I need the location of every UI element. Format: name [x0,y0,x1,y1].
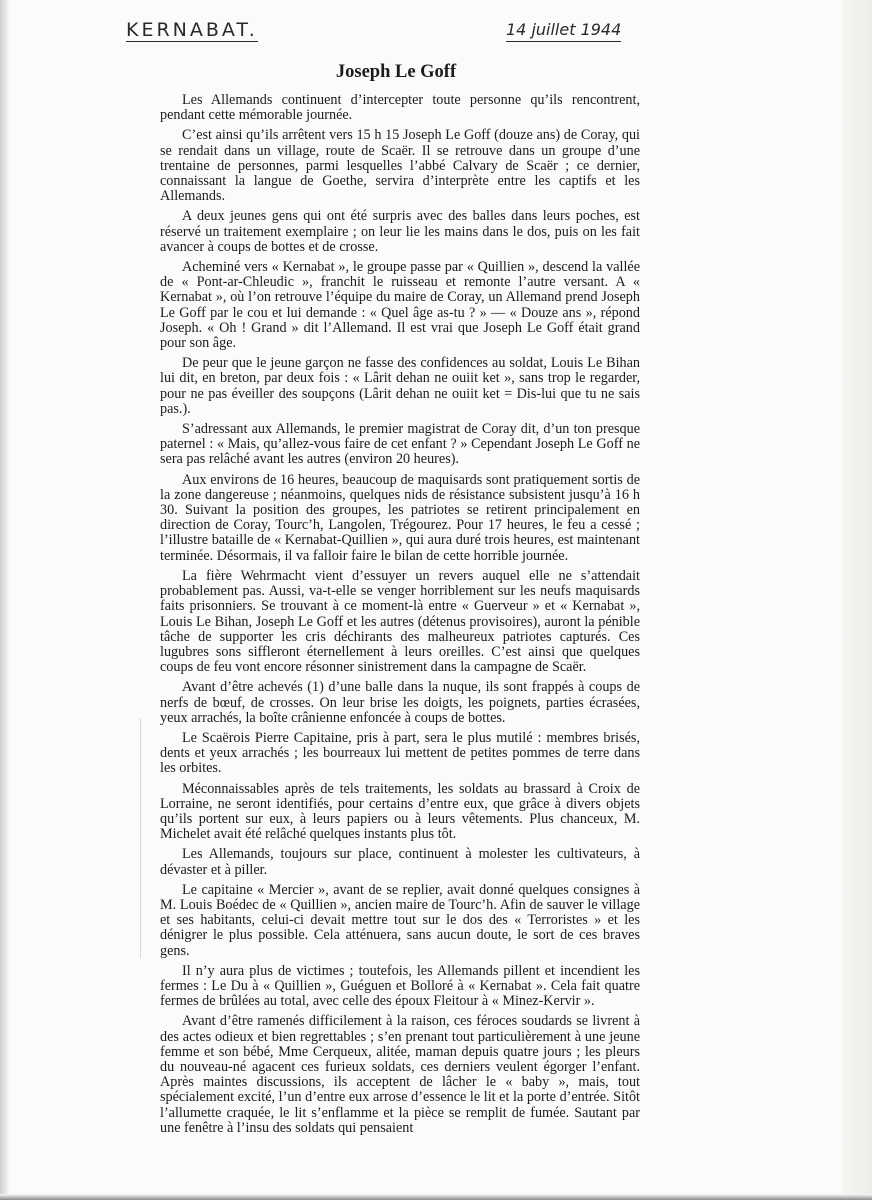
paragraph: Acheminé vers « Kernabat », le groupe passe par « Quillien », descend la vallée de « Pont-ar-Chleudic », franchit le ruisseau et remonte l’autre versant. A « Kernabat », où l’on retrouve l’équipe du maire de Coray, un Allemand prend Joseph Le Goff par le cou et lui demande : « Quel âge as-tu ? » — « Douze ans », répond Joseph. « Oh ! Grand » dit l’Allemand. Il est vrai que Joseph Le Goff était grand pour son âge. [160,259,640,352]
handwritten-place-name: KERNABAT. [126,19,258,41]
margin-pencil-mark [140,718,141,958]
paragraph: A deux jeunes gens qui ont été surpris avec des balles dans leurs poches, est réservé un traitement exemplaire ; on leur lie les mains dans le dos, puis on les fait avancer à coups de bottes et de crosse. [160,208,640,255]
paragraph: Avant d’être ramenés difficilement à la raison, ces féroces soudards se livrent à des actes odieux et bien regrettables ; s’en prenant tout particulièrement à une jeune femme et son bébé, Mme Cerqueux, alitée, maman depuis quatre jours ; les pleurs du nouveau-né agacent ces furieux soldats, ces derniers veulent égorger l’enfant. Après maintes discussions, ils acceptent de lâcher le « baby », mais, tout spécialement excité, l’un d’entre eux arrose d’essence le lit et la porte d’entrée. Sitôt l’allumette craquée, le lit s’enflamme et la pièce se remplit de fumée. Sautant par une fenêtre à l’insu des soldats qui pensaient [160,1013,640,1136]
paragraph: Les Allemands, toujours sur place, continuent à molester les cultivateurs, à dévaster et à piller. [160,846,640,878]
article-title: Joseph Le Goff [335,62,457,82]
handwritten-date: 14 juillet 1944 [506,20,621,42]
paragraph: De peur que le jeune garçon ne fasse des confidences au soldat, Louis Le Bihan lui dit, en breton, par deux fois : « Lârit dehan ne ouiit ket », sans trop le regarder, pour ne pas éveiller des soupçons (Lârit dehan ne ouiit ket = Dis-lui que tu ne sais pas.). [160,355,640,417]
paragraph: Les Allemands continuent d’intercepter toute personne qu’ils rencontrent, pendant cette mémorable journée. [160,92,640,124]
paragraph: Il n’y aura plus de victimes ; toutefois, les Allemands pillent et incendient les fermes : Le Du à « Quillien », Guéguen et Bolloré à « Kernabat ». Cela fait quatre fermes de brûlées au total, avec celle des époux Fleitour à « Minez-Kervir ». [160,962,640,1010]
paragraph: Aux environs de 16 heures, beaucoup de maquisards sont pratiquement sortis de la zone dangereuse ; néanmoins, quelques nids de résistance subsistent jusqu’à 16 h 30. Suivant la position des groupes, les patriotes se retirent principalement en direction de Coray, Tourc’h, Langolen, Trégourez. Pour 17 heures, le feu a cessé ; l’illustre bataille de « Kernabat-Quillien », qui aura duré trois heures, est maintenant terminée. Désormais, il va falloir faire le bilan de cette horrible journée. [160,471,640,564]
paragraph: La fière Wehrmacht vient d’essuyer un revers auquel elle ne s’attendait probablement pas. Aussi, va-t-elle se venger horriblement sur les neufs maquisards faits prisonniers. Se trouvant à ce moment-là entre « Guerveur » et « Kernabat », Louis Le Bihan, Joseph Le Goff et les autres (détenus provisoires), auront la pénible tâche de supporter les cris déchirants des malheureux patriotes capturés. Ces lugubres sons siffleront éternellement à leurs oreilles. C’est ainsi que quelques coups de feu vont encore résonner sinistrement dans la campagne de Scaër. [160,567,640,676]
paragraph: C’est ainsi qu’ils arrêtent vers 15 h 15 Joseph Le Goff (douze ans) de Coray, qui se rendait dans un village, route de Scaër. Il se retrouve dans un groupe d’une trentaine de personnes, parmi lesquelles l’abbé Calvary de Scaër ; ce dernier, connaissant la langue de Goethe, servira d’interprète entre les captifs et les Allemands. [160,127,640,205]
paragraph: S’adressant aux Allemands, le premier magistrat de Coray dit, d’un ton presque paternel : « Mais, qu’allez-vous faire de cet enfant ? » Cependant Joseph Le Goff ne sera pas relâché avant les autres (environ 20 heures). [160,421,640,468]
scan-left-shadow [0,0,10,1200]
paragraph: Avant d’être achevés (1) d’une balle dans la nuque, ils sont frappés à coups de nerfs de bœuf, de crosses. On leur brise les doigts, les poignets, parties écrasées, yeux arrachés, la boîte crânienne enfoncée à coups de bottes. [160,679,640,726]
paragraph: Méconnaissables après de tels traitements, les soldats au brassard à Croix de Lorraine, ne seront identifiés, pour certains d’entre eux, que grâce à divers objets qu’ils portent sur eux, à leurs papiers ou à leurs vêtements. Plus chanceux, M. Michelet avait été relâché quelques instants plus tôt. [160,780,640,843]
paragraph: Le capitaine « Mercier », avant de se replier, avait donné quelques consignes à M. Louis Boédec de « Quillien », ancien maire de Tourc’h. Afin de sauver le village et ses habitants, celui-ci devait mettre tout sur le dos des « Terroristes » et les dénigrer le plus possible. Cela atténuera, sans aucun doute, le sort de ces braves gens. [160,881,640,959]
paragraph: Le Scaërois Pierre Capitaine, pris à part, sera le plus mutilé : membres brisés, dents et yeux arrachés ; les bourreaux lui mettent de petites pommes de terre dans les orbites. [160,729,640,777]
article-body [160,93,640,1136]
scan-bottom-edge [0,1194,872,1200]
scan-right-edge [842,0,872,1200]
